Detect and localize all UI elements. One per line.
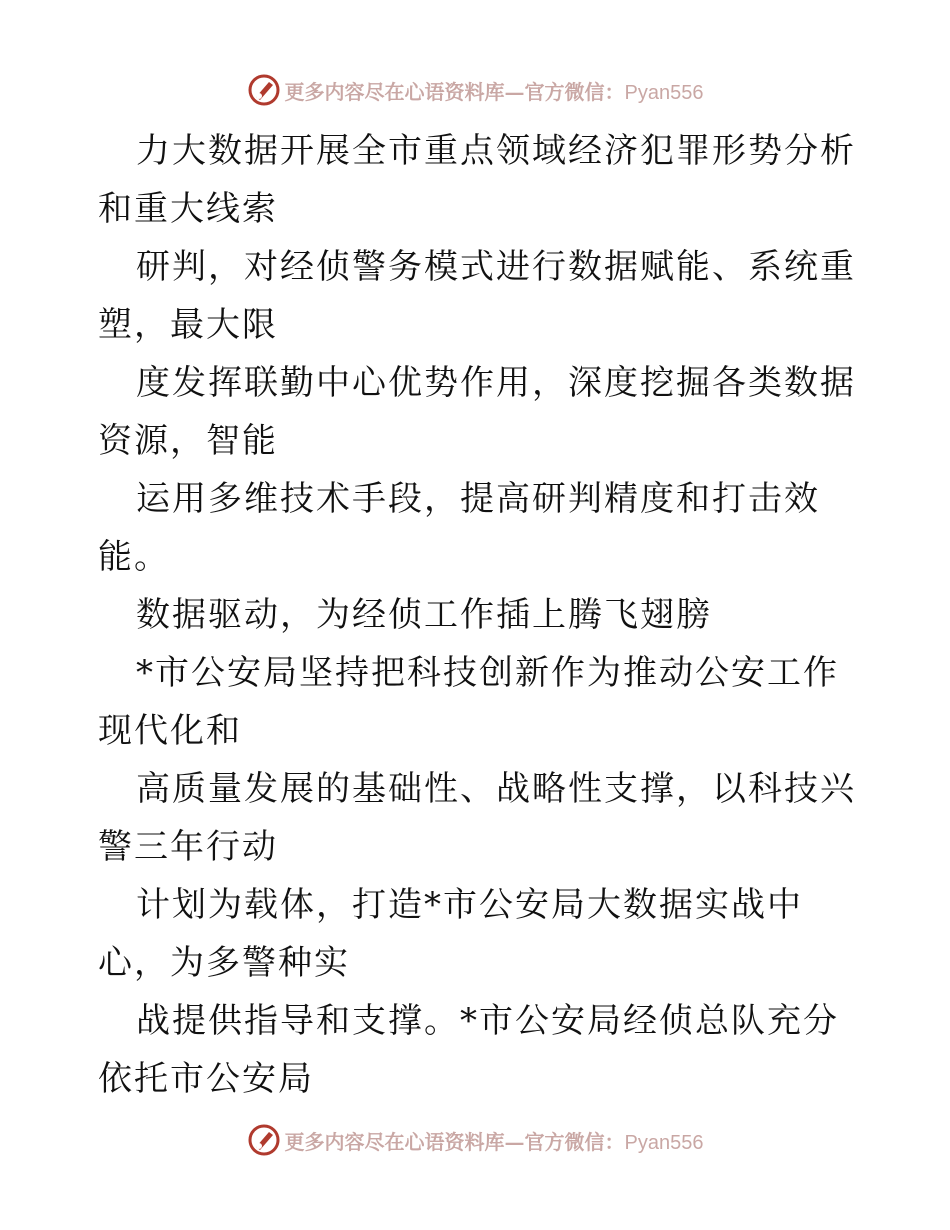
banner-wechat-id: Pyan556 [624,1131,704,1154]
banner-label: 更多内容尽在心语资料库—官方微信： [284,79,625,104]
header-banner [0,70,950,110]
paragraph: 度发挥联勤中心优势作用，深度挖掘各类数据资源，智能 [98,363,856,461]
document-body [98,122,858,1108]
paragraph: 战提供指导和支撑。*市公安局经侦总队充分依托市公安局 [98,1001,839,1099]
paragraph: 计划为载体，打造*市公安局大数据实战中心，为多警种实 [98,885,803,983]
footer-banner [0,1120,950,1160]
banner-wechat-id: Pyan556 [624,81,704,104]
paragraph: 数据驱动，为经侦工作插上腾飞翅膀 [136,595,712,635]
paragraph: 高质量发展的基础性、战略性支撑，以科技兴警三年行动 [98,769,856,867]
paragraph: *市公安局坚持把科技创新作为推动公安工作现代化和 [98,653,839,751]
banner-text [285,1126,704,1155]
banner-text [285,76,704,105]
logo-icon [247,73,281,107]
paragraph: 研判，对经侦警务模式进行数据赋能、系统重塑，最大限 [98,247,856,345]
paragraph: 运用多维技术手段，提高研判精度和打击效能。 [98,479,820,577]
logo-icon [247,1123,281,1157]
paragraph: 力大数据开展全市重点领域经济犯罪形势分析和重大线索 [98,131,856,229]
banner-label: 更多内容尽在心语资料库—官方微信： [284,1129,625,1154]
